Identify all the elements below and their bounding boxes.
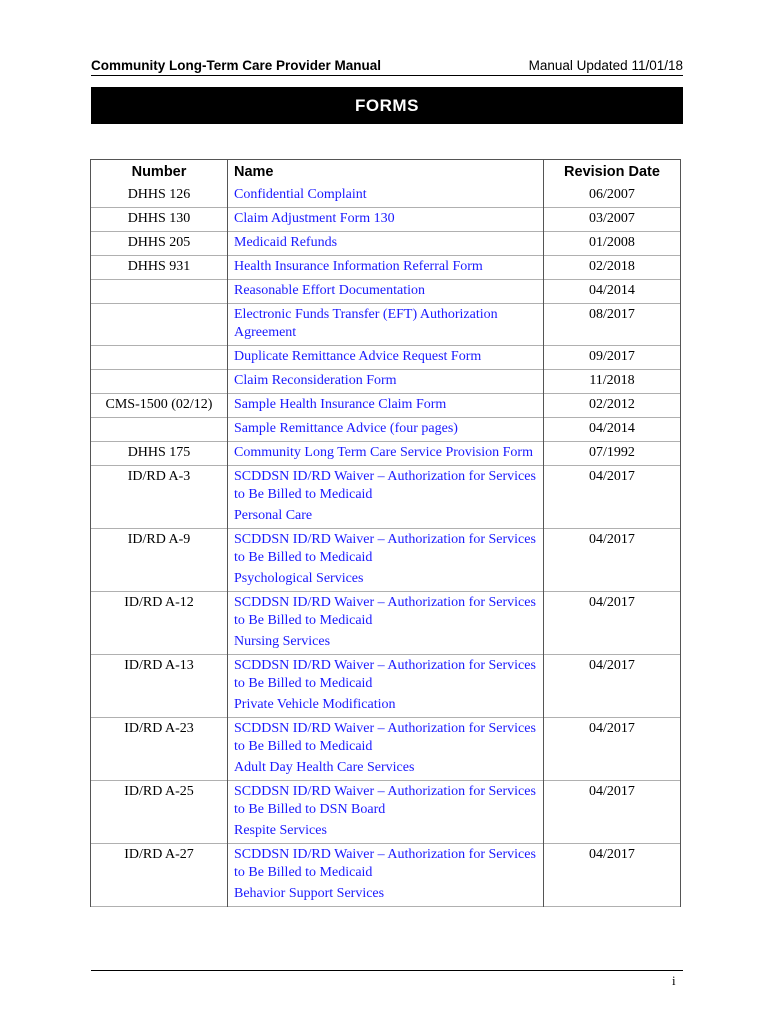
header-divider — [91, 75, 683, 76]
page-header — [91, 56, 683, 76]
forms-table-body — [91, 184, 681, 907]
table-row — [91, 592, 681, 655]
form-name-cell — [228, 394, 544, 418]
form-number: DHHS 130 — [91, 208, 228, 232]
revision-date: 11/2018 — [544, 370, 681, 394]
revision-date: 04/2017 — [544, 781, 681, 844]
form-name-cell — [228, 232, 544, 256]
form-number — [91, 418, 228, 442]
form-number: ID/RD A-25 — [91, 781, 228, 844]
form-name-cell — [228, 781, 544, 844]
revision-date: 03/2007 — [544, 208, 681, 232]
table-row — [91, 418, 681, 442]
form-name-link[interactable]: Duplicate Remittance Advice Request Form — [234, 349, 482, 364]
form-service-link[interactable]: Behavior Support Services — [234, 886, 385, 901]
form-name-cell — [228, 592, 544, 655]
table-header-row — [91, 160, 681, 185]
table-row — [91, 256, 681, 280]
form-number: DHHS 931 — [91, 256, 228, 280]
form-number: ID/RD A-27 — [91, 844, 228, 907]
column-header-number: Number — [91, 160, 228, 185]
revision-date: 04/2017 — [544, 529, 681, 592]
form-service-link[interactable]: Personal Care — [234, 508, 313, 523]
form-name-link[interactable]: SCDDSN ID/RD Waiver – Authorization for Services to Be Billed to Medicaid — [234, 721, 536, 754]
form-service-link[interactable]: Private Vehicle Modification — [234, 697, 396, 712]
form-name-cell — [228, 370, 544, 394]
table-row — [91, 466, 681, 529]
forms-table — [90, 159, 681, 907]
form-number — [91, 304, 228, 346]
revision-date: 09/2017 — [544, 346, 681, 370]
form-service-link[interactable]: Adult Day Health Care Services — [234, 760, 415, 775]
column-header-revision-date: Revision Date — [544, 160, 681, 185]
form-name-link[interactable]: SCDDSN ID/RD Waiver – Authorization for Services to Be Billed to Medicaid — [234, 469, 536, 502]
table-row — [91, 184, 681, 208]
form-name-link[interactable]: SCDDSN ID/RD Waiver – Authorization for Services to Be Billed to DSN Board — [234, 784, 536, 817]
form-number: ID/RD A-23 — [91, 718, 228, 781]
form-name-link[interactable]: Health Insurance Information Referral Form — [234, 259, 483, 274]
form-name-cell — [228, 655, 544, 718]
table-row — [91, 394, 681, 418]
form-name-link[interactable]: SCDDSN ID/RD Waiver – Authorization for Services to Be Billed to Medicaid — [234, 532, 536, 565]
section-banner: FORMS — [91, 87, 683, 124]
form-name-cell — [228, 442, 544, 466]
form-number — [91, 370, 228, 394]
table-row — [91, 280, 681, 304]
form-name-link[interactable]: Community Long Term Care Service Provision Form — [234, 445, 533, 460]
form-number: DHHS 126 — [91, 184, 228, 208]
form-name-link[interactable]: Sample Remittance Advice (four pages) — [234, 421, 458, 436]
form-name-cell — [228, 346, 544, 370]
form-number: ID/RD A-13 — [91, 655, 228, 718]
revision-date: 02/2012 — [544, 394, 681, 418]
table-row — [91, 529, 681, 592]
revision-date: 08/2017 — [544, 304, 681, 346]
form-name-cell — [228, 718, 544, 781]
form-name-link[interactable]: Claim Adjustment Form 130 — [234, 211, 395, 226]
table-row — [91, 655, 681, 718]
manual-updated-date: Manual Updated 11/01/18 — [528, 58, 683, 73]
form-name-link[interactable]: Sample Health Insurance Claim Form — [234, 397, 447, 412]
table-row — [91, 370, 681, 394]
table-row — [91, 304, 681, 346]
form-name-link[interactable]: SCDDSN ID/RD Waiver – Authorization for Services to Be Billed to Medicaid — [234, 595, 536, 628]
table-row — [91, 208, 681, 232]
manual-title: Community Long-Term Care Provider Manual — [91, 58, 382, 73]
page-number: i — [672, 973, 676, 988]
form-name-link[interactable]: Claim Reconsideration Form — [234, 373, 397, 388]
table-row — [91, 844, 681, 907]
form-service-link[interactable]: Psychological Services — [234, 571, 364, 586]
form-name-cell — [228, 529, 544, 592]
revision-date: 04/2017 — [544, 592, 681, 655]
footer-divider — [91, 970, 683, 971]
form-number: ID/RD A-3 — [91, 466, 228, 529]
column-header-name: Name — [228, 160, 544, 185]
form-number: DHHS 205 — [91, 232, 228, 256]
revision-date: 07/1992 — [544, 442, 681, 466]
form-number: ID/RD A-12 — [91, 592, 228, 655]
form-service-link[interactable]: Nursing Services — [234, 634, 331, 649]
table-row — [91, 718, 681, 781]
revision-date: 06/2007 — [544, 184, 681, 208]
form-name-cell — [228, 208, 544, 232]
table-row — [91, 442, 681, 466]
form-name-cell — [228, 304, 544, 346]
form-name-cell — [228, 418, 544, 442]
form-number: ID/RD A-9 — [91, 529, 228, 592]
table-row — [91, 346, 681, 370]
form-number: DHHS 175 — [91, 442, 228, 466]
revision-date: 04/2017 — [544, 655, 681, 718]
revision-date: 04/2014 — [544, 418, 681, 442]
form-name-link[interactable]: SCDDSN ID/RD Waiver – Authorization for Services to Be Billed to Medicaid — [234, 847, 536, 880]
form-number — [91, 280, 228, 304]
form-number — [91, 346, 228, 370]
table-row — [91, 781, 681, 844]
revision-date: 04/2017 — [544, 844, 681, 907]
form-name-link[interactable]: Confidential Complaint — [234, 187, 367, 202]
form-name-cell — [228, 844, 544, 907]
form-name-cell — [228, 256, 544, 280]
form-name-cell — [228, 466, 544, 529]
revision-date: 04/2014 — [544, 280, 681, 304]
form-service-link[interactable]: Respite Services — [234, 823, 327, 838]
revision-date: 02/2018 — [544, 256, 681, 280]
form-number: CMS-1500 (02/12) — [91, 394, 228, 418]
revision-date: 04/2017 — [544, 718, 681, 781]
form-name-link[interactable]: Medicaid Refunds — [234, 235, 338, 250]
revision-date: 01/2008 — [544, 232, 681, 256]
form-name-cell — [228, 280, 544, 304]
form-name-link[interactable]: Electronic Funds Transfer (EFT) Authorization Agreement — [234, 307, 498, 340]
form-name-link[interactable]: Reasonable Effort Documentation — [234, 283, 426, 298]
table-row — [91, 232, 681, 256]
form-name-link[interactable]: SCDDSN ID/RD Waiver – Authorization for Services to Be Billed to Medicaid — [234, 658, 536, 691]
form-name-cell — [228, 184, 544, 208]
revision-date: 04/2017 — [544, 466, 681, 529]
